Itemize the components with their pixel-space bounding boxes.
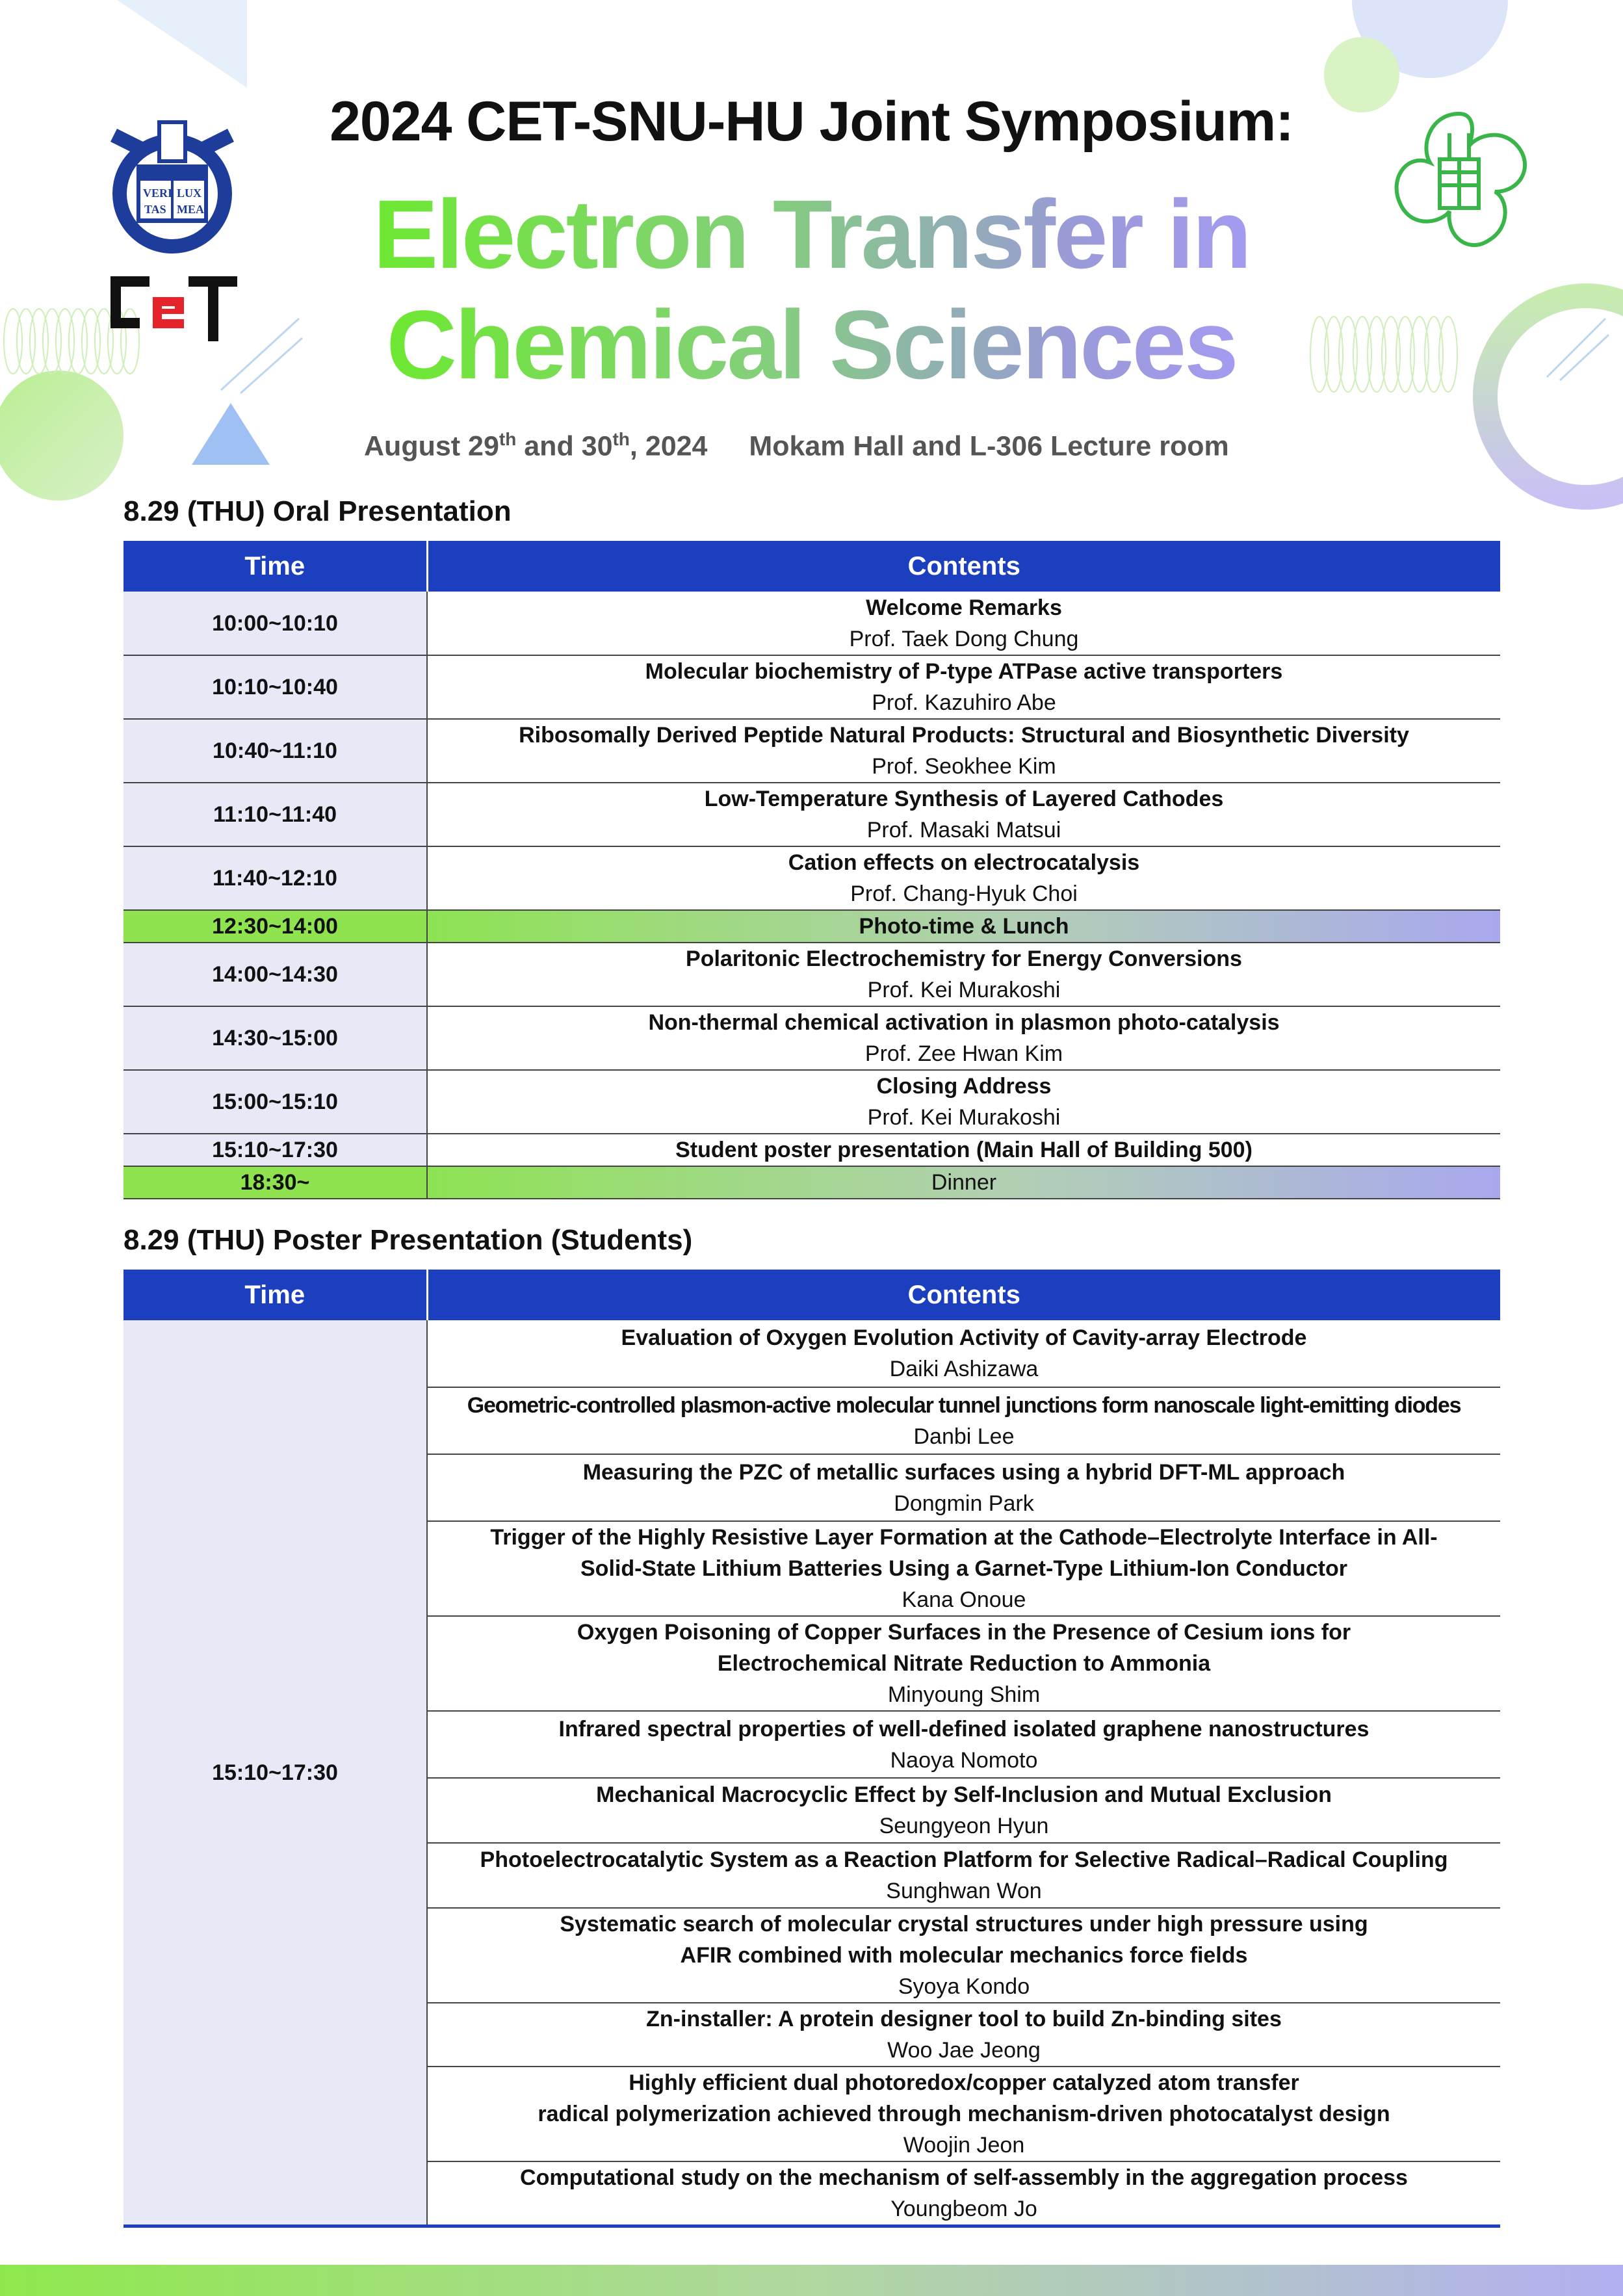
speaker-name: Sunghwan Won [886, 1879, 1042, 1903]
speaker-name: Seungyeon Hyun [879, 1814, 1049, 1838]
speaker-name: Youngbeom Jo [890, 2197, 1037, 2221]
table-row [123, 783, 1500, 846]
speaker-name: Minyoung Shim [887, 1682, 1041, 1707]
contents-cell [427, 1070, 1500, 1134]
table-row [123, 1006, 1500, 1070]
talk-title: Evaluation of Oxygen Evolution Activity of Cavity-array Electrode [621, 1325, 1307, 1350]
time-cell: 12:30~14:00 [123, 910, 427, 943]
svg-text:MEA: MEA [177, 203, 204, 216]
talk-title: Infrared spectral properties of well-defined isolated graphene nanostructures [558, 1716, 1370, 1742]
contents-cell [427, 2161, 1500, 2226]
talk-title: Trigger of the Highly Resistive Layer Formation at the Cathode–Electrolyte Interface in All- [490, 1525, 1438, 1550]
talk-title: Cation effects on electrocatalysis [788, 850, 1140, 875]
contents-cell [427, 1166, 1500, 1199]
time-cell: 15:00~15:10 [123, 1070, 427, 1134]
talk-title: Solid-State Lithium Batteries Using a Garnet-Type Lithium-Ion Conductor [580, 1556, 1347, 1581]
contents-cell [427, 719, 1500, 783]
speaker-name: Naoya Nomoto [890, 1747, 1038, 1773]
svg-text:LUX: LUX [177, 187, 202, 200]
speaker-name: Woojin Jeon [903, 2133, 1025, 2158]
contents-cell [427, 1778, 1500, 1843]
contents-cell [427, 2067, 1500, 2161]
speaker-name: Prof. Kei Murakoshi [867, 1105, 1061, 1130]
contents-cell [427, 592, 1500, 655]
speaker-name: Prof. Masaki Matsui [866, 818, 1061, 842]
talk-title: Polaritonic Electrochemistry for Energy Conversions [686, 946, 1242, 971]
footer-gradient-bar [0, 2265, 1623, 2296]
contents-cell [427, 2003, 1500, 2067]
table-row [123, 592, 1500, 655]
contents-cell [427, 1006, 1500, 1070]
speaker-name: Prof. Kazuhiro Abe [872, 690, 1056, 715]
time-cell: 10:40~11:10 [123, 719, 427, 783]
time-cell: 10:10~10:40 [123, 655, 427, 719]
talk-title: Low-Temperature Synthesis of Layered Cathodes [704, 787, 1224, 811]
talk-title: Computational study on the mechanism of self-assembly in the aggregation process [520, 2165, 1408, 2190]
talk-title: Highly efficient dual photoredox/copper catalyzed atom transfer [629, 2070, 1299, 2095]
speaker-name: Dinner [931, 1170, 997, 1195]
date-venue: August 29th and 30th, 2024 Mokam Hall and L-306 Lecture room [364, 429, 1229, 462]
table-row [123, 655, 1500, 719]
talk-title: Geometric-controlled plasmon-active molecular tunnel junctions form nanoscale light-emitting diodes [467, 1392, 1461, 1418]
oral-schedule-table [123, 541, 1500, 1199]
table-row [123, 846, 1500, 910]
poster-col-time: Time [123, 1270, 427, 1320]
time-cell: 14:30~15:00 [123, 1006, 427, 1070]
table-row [123, 943, 1500, 1006]
speaker-name: Daiki Ashizawa [889, 1357, 1039, 1381]
speaker-name: Prof. Chang-Hyuk Choi [850, 881, 1078, 906]
contents-cell [427, 1134, 1500, 1166]
poster-section-heading: 8.29 (THU) Poster Presentation (Students) [123, 1224, 693, 1256]
talk-title: Molecular biochemistry of P-type ATPase active transporters [645, 659, 1283, 684]
table-row [123, 1070, 1500, 1134]
symposium-title: 2024 CET-SNU-HU Joint Symposium: [330, 90, 1293, 153]
contents-cell [427, 1521, 1500, 1616]
time-cell: 15:10~17:30 [123, 1134, 427, 1166]
contents-cell [427, 1908, 1500, 2003]
talk-title: Welcome Remarks [866, 595, 1062, 620]
time-cell: 11:10~11:40 [123, 783, 427, 846]
talk-title: Ribosomally Derived Peptide Natural Products: Structural and Biosynthetic Diversity [519, 723, 1409, 748]
contents-cell [427, 1387, 1500, 1454]
talk-title: Photoelectrocatalytic System as a Reaction Platform for Selective Radical–Radical Coupling [480, 1847, 1448, 1872]
table-row-break [123, 1166, 1500, 1199]
speaker-name: Kana Onoue [902, 1587, 1026, 1612]
speaker-name: Dongmin Park [894, 1491, 1034, 1516]
speaker-name: Woo Jae Jeong [887, 2038, 1041, 2063]
talk-title: Zn-installer: A protein designer tool to build Zn-binding sites [646, 2007, 1282, 2031]
table-row [123, 1320, 1500, 1387]
headline-line-1: Electron Transfer in [373, 179, 1250, 289]
table-row [123, 1134, 1500, 1166]
table-row [123, 719, 1500, 783]
time-cell: 14:00~14:30 [123, 943, 427, 1006]
time-cell: 10:00~10:10 [123, 592, 427, 655]
talk-title: Mechanical Macrocyclic Effect by Self-Inclusion and Mutual Exclusion [596, 1782, 1332, 1807]
contents-cell [427, 655, 1500, 719]
talk-title: Photo-time & Lunch [859, 914, 1069, 939]
speaker-name: Syoya Kondo [898, 1974, 1030, 1999]
talk-title: Closing Address [876, 1074, 1052, 1099]
talk-title: Student poster presentation (Main Hall of Building 500) [675, 1138, 1253, 1162]
oral-section-heading: 8.29 (THU) Oral Presentation [123, 495, 512, 527]
talk-title: Non-thermal chemical activation in plasmon photo-catalysis [648, 1010, 1280, 1035]
contents-cell [427, 1616, 1500, 1711]
venue: Mokam Hall and L-306 Lecture room [749, 430, 1229, 462]
speaker-name: Prof. Seokhee Kim [872, 754, 1056, 779]
contents-cell [427, 1711, 1500, 1778]
contents-cell [427, 910, 1500, 943]
talk-title: AFIR combined with molecular mechanics force fields [680, 1943, 1248, 1968]
svg-text:VERI: VERI [143, 187, 173, 200]
talk-title: Systematic search of molecular crystal structures under high pressure using [560, 1912, 1368, 1937]
contents-cell [427, 1454, 1500, 1521]
talk-title: Measuring the PZC of metallic surfaces using a hybrid DFT-ML approach [582, 1459, 1345, 1485]
poster-col-contents: Contents [427, 1270, 1500, 1320]
decorative-triangle-top [117, 0, 247, 91]
oral-col-contents: Contents [427, 541, 1500, 592]
time-cell: 18:30~ [123, 1166, 427, 1199]
poster-schedule-table [123, 1270, 1500, 2228]
svg-text:TAS: TAS [144, 203, 166, 216]
speaker-name: Prof. Taek Dong Chung [849, 626, 1079, 651]
talk-title: radical polymerization achieved through mechanism-driven photocatalyst design [538, 2102, 1390, 2126]
contents-cell [427, 846, 1500, 910]
speaker-name: Prof. Kei Murakoshi [867, 978, 1061, 1002]
oral-col-time: Time [123, 541, 427, 592]
contents-cell [427, 1843, 1500, 1908]
headline-line-2: Chemical Sciences [386, 290, 1237, 399]
contents-cell [427, 943, 1500, 1006]
time-cell: 11:40~12:10 [123, 846, 427, 910]
talk-title: Oxygen Poisoning of Copper Surfaces in the Presence of Cesium ions for [577, 1620, 1351, 1645]
table-row-break [123, 910, 1500, 943]
contents-cell [427, 1320, 1500, 1387]
talk-title: Electrochemical Nitrate Reduction to Ammonia [717, 1651, 1211, 1676]
speaker-name: Danbi Lee [913, 1424, 1015, 1449]
contents-cell [427, 783, 1500, 846]
poster-time-cell: 15:10~17:30 [123, 1320, 427, 2226]
speaker-name: Prof. Zee Hwan Kim [864, 1041, 1063, 1066]
decorative-triangle-left [192, 403, 270, 468]
